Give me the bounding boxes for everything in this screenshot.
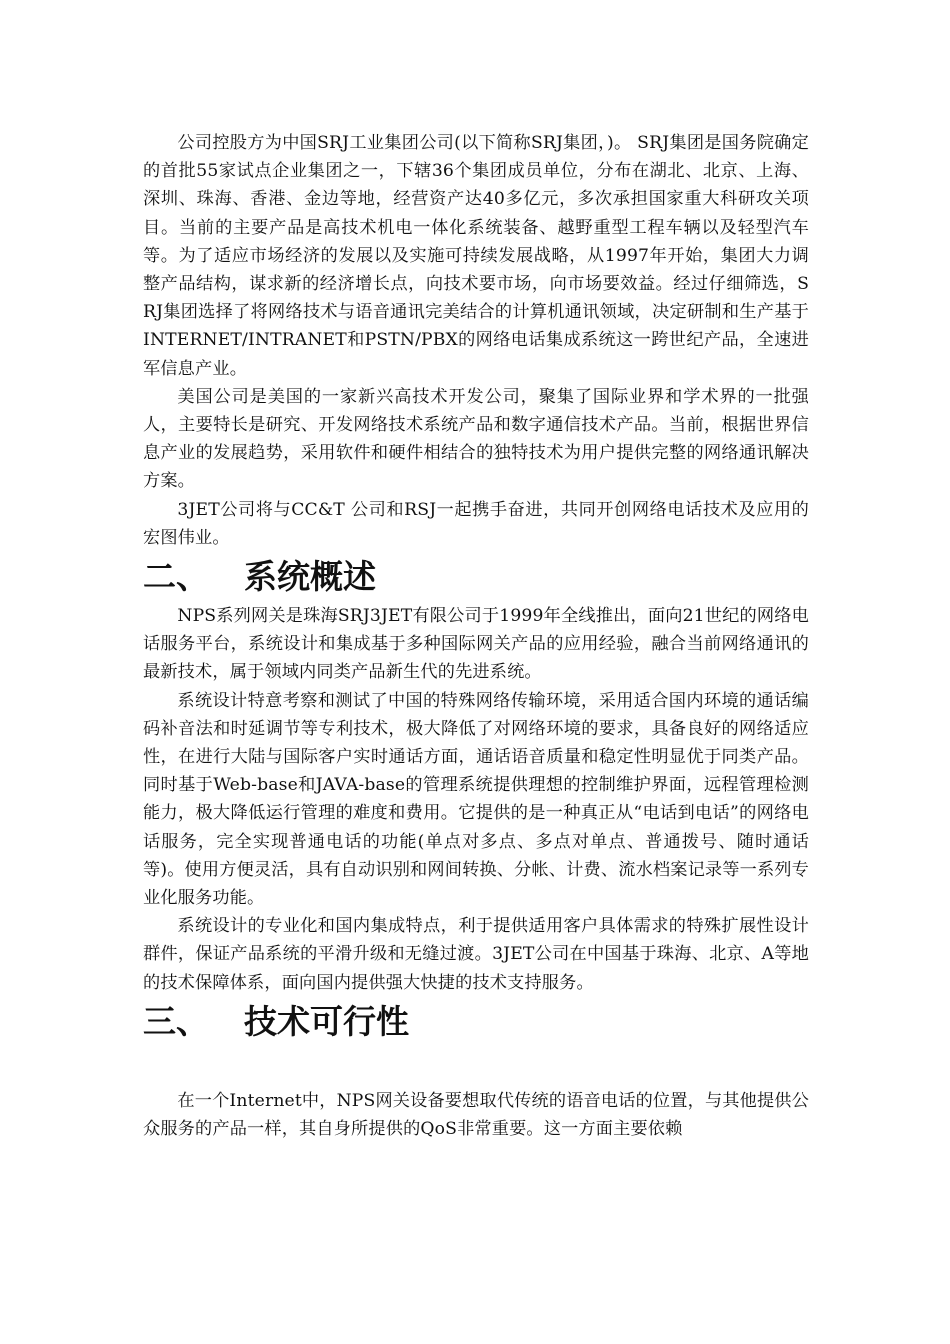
document-body [143, 129, 809, 1143]
section-number: 三、 [143, 1001, 209, 1041]
overview-paragraph-1: NPS系列网关是珠海SRJ3JET有限公司于1999年全线推出，面向21世纪的网络电话服务平台，系统设计和集成基于多种国际网关产品的应用经验，融合当前网络通讯的最新技术，属于领域内同类产品新生代的先进系统。 [143, 606, 809, 683]
section-title: 系统概述 [244, 557, 376, 597]
intro-paragraph-2: 美国公司是美国的一家新兴高技术开发公司，聚集了国际业界和学术界的一批强人，主要特长是研究、开发网络技术系统产品和数字通信技术产品。当前，根据世界信息产业的发展趋势，采用软件和硬件相结合的独特技术为用户提供完整的网络通讯解决方案。 [143, 386, 809, 492]
overview-paragraph-3: 系统设计的专业化和国内集成特点，利于提供适用客户具体需求的特殊扩展性设计群件，保证产品系统的平滑升级和无缝过渡。3JET公司在中国基于珠海、北京、A等地的技术保障体系，面向国内提供强大快捷的技术支持服务。 [143, 916, 809, 993]
section-title: 技术可行性 [244, 1001, 409, 1041]
intro-paragraph-1: 公司控股方为中国SRJ工业集团公司(以下简称SRJ集团，)。 SRJ集团是国务院确定的首批55家试点企业集团之一，下辖36个集团成员单位，分布在湖北、北京、上海、深圳、珠海、香港、金边等地，经营资产达40多亿元，多次承担国家重大科研攻关项目。当前的主要产品是高技术机电一体化系统装备、越野重型工程车辆以及轻型汽车等。为了适应市场经济的发展以及实施可持续发展战略，从1997年开始，集团大力调整产品结构，谋求新的经济增长点，向技术要市场，向市场要效益。经过仔细筛选，SRJ集团选择了将网络技术与语音通讯完美结合的计算机通讯领域，决定研制和生产基于INTERNET/INTRANET和PSTN/PBX的网络电话集成系统这一跨世纪产品，全速进军信息产业。 [143, 133, 809, 379]
section-spacer [143, 1047, 809, 1087]
section-heading-feasibility [143, 997, 809, 1047]
section-heading-overview [143, 552, 809, 602]
feasibility-paragraph-1: 在一个Internet中，NPS网关设备要想取代传统的语音电话的位置，与其他提供公众服务的产品一样，其自身所提供的QoS非常重要。这一方面主要依赖 [143, 1090, 809, 1140]
intro-paragraph-3: 3JET公司将与CC&T 公司和RSJ一起携手奋进，共同开创网络电话技术及应用的宏图伟业。 [143, 499, 809, 548]
overview-paragraph-2: 系统设计特意考察和测试了中国的特殊网络传输环境，采用适合国内环境的通话编码补音法和时延调节等专利技术，极大降低了对网络环境的要求，具备良好的网络适应性，在进行大陆与国际客户实时通话方面，通话语音质量和稳定性明显优于同类产品。同时基于Web-base和JAVA-base的管理系统提供理想的控制维护界面，远程管理检测能力，极大降低运行管理的难度和费用。它提供的是一种真正从“电话到电话”的网络电话服务，完全实现普通电话的功能(单点对多点、多点对单点、普通拨号、随时通话等)。使用方便灵活，具有自动识别和网间转换、分帐、计费、流水档案记录等一系列专业化服务功能。 [143, 690, 809, 909]
section-number: 二、 [143, 557, 209, 597]
